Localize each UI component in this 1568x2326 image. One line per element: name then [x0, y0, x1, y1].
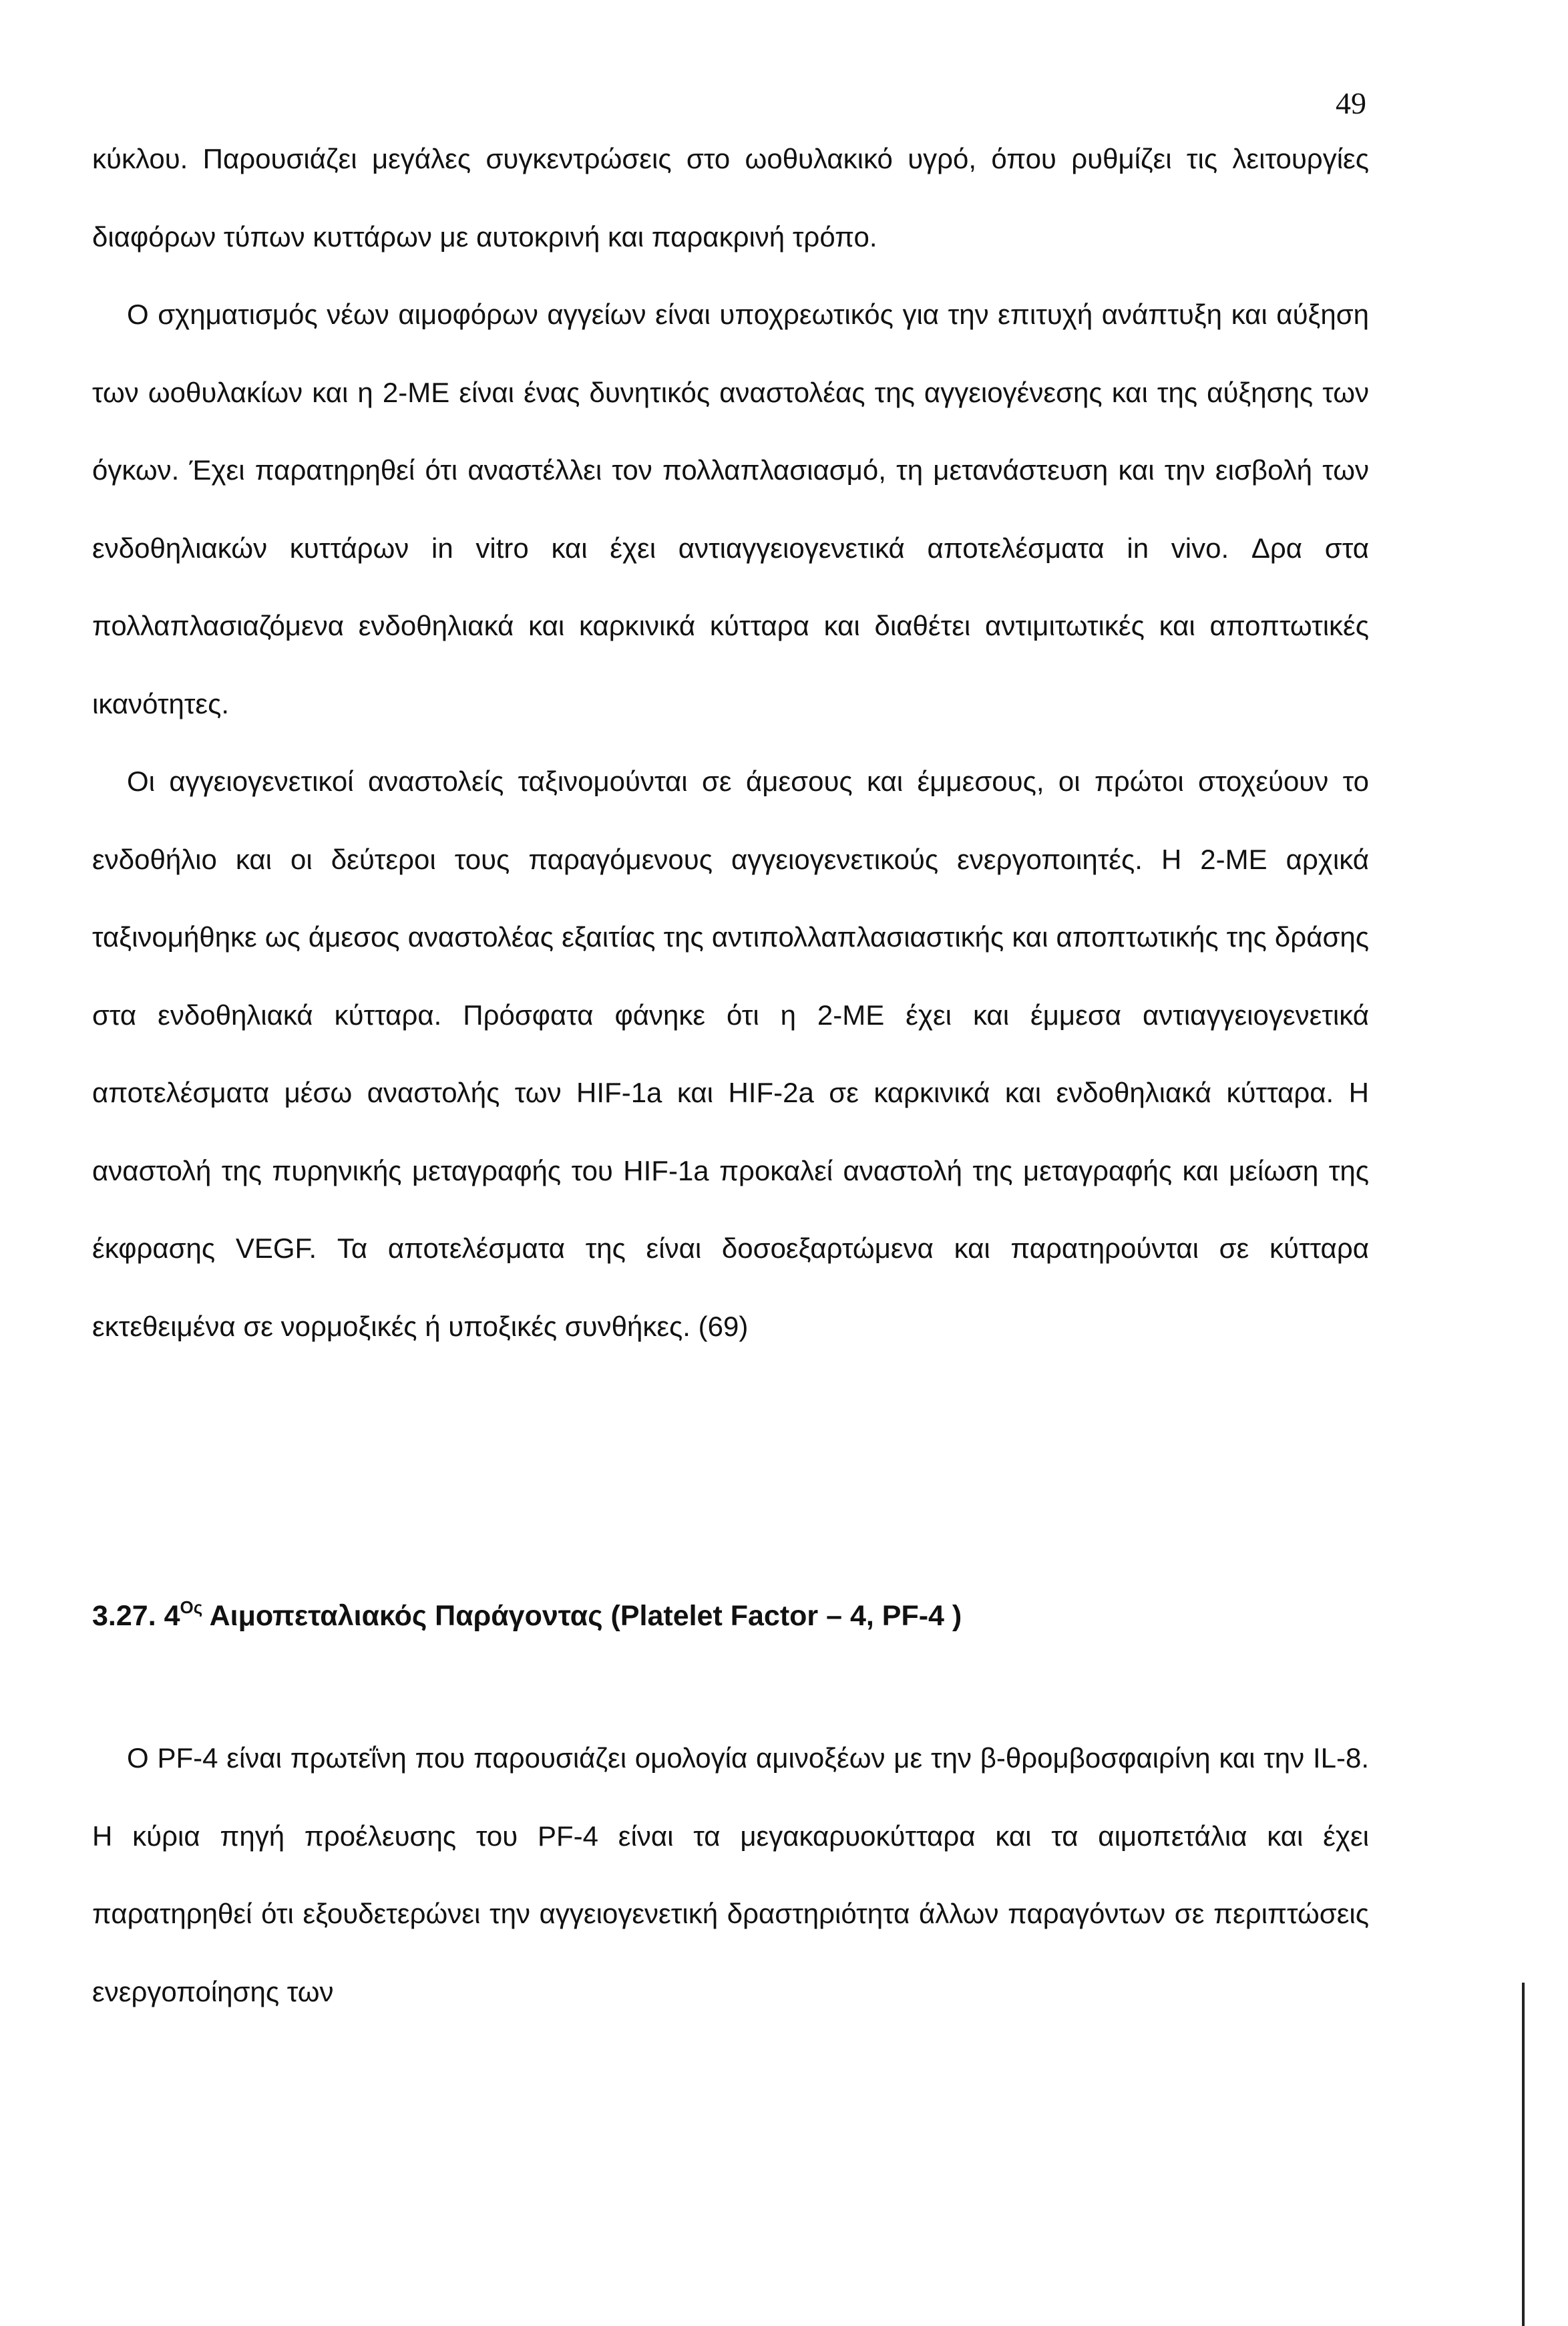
page-number: 49: [1336, 86, 1366, 120]
paragraph-4: [92, 1719, 1369, 2031]
paragraph-3-text: Οι αγγειογενετικοί αναστολείς ταξινομούνται σε άμεσους και έμμεσους, οι πρώτοι στοχεύουν το ενδοθήλιο και οι δεύτεροι τους παραγόμενους αγγειογενετικούς ενεργοποιητές. Η 2-ΜΕ αρχικά ταξινομήθηκε ως άμεσος αναστολέας εξαιτίας της αντιπολλαπλασιαστικής και αποπτωτικής της δράσης στα ενδοθηλιακά κύτταρα. Πρόσφατα φάνηκε ότι η 2-ΜΕ έχει και έμμεσα αντιαγγειογενετικά αποτελέσματα μέσω αναστολής των HIF-1a και HIF-2a σε καρκινικά και ενδοθηλιακά κύτταρα. Η αναστολή της πυρηνικής μεταγραφής του HIF-1a προκαλεί αναστολή της μεταγραφής και μείωση της έκφρασης VEGF. Τα αποτελέσματα της είναι δοσοεξαρτώμενα και παρατηρούνται σε κύτταρα εκτεθειμένα σε νορμοξικές ή υποξικές συνθήκες. (69): [92, 766, 1369, 1342]
paragraph-2-text: Ο σχηματισμός νέων αιμοφόρων αγγείων είναι υποχρεωτικός για την επιτυχή ανάπτυξη και αύξηση των ωοθυλακίων και η 2-ΜΕ είναι ένας δυνητικός αναστολέας της αγγειογένεσης και της αύξησης των όγκων. Έχει παρατηρηθεί ότι αναστέλλει τον πολλαπλασιασμό, τη μετανάστευση και την εισβολή των ενδοθηλιακών κυττάρων in vitro και έχει αντιαγγειογενετικά αποτελέσματα in vivo. Δρα στα πολλαπλασιαζόμενα ενδοθηλιακά και καρκινικά κύτταρα και διαθέτει αντιμιτωτικές και αποπτωτικές ικανότητες.: [92, 299, 1369, 719]
page-body: [92, 120, 1369, 1365]
paragraph-1: [92, 120, 1369, 276]
paragraph-2: [92, 276, 1369, 743]
ordinal-superscript: Ος: [180, 1597, 203, 1617]
margin-line: [1522, 1983, 1525, 2326]
section-title: Αιμοπεταλιακός Παράγοντας (Platelet Factor – 4, PF-4 ): [202, 1600, 962, 1632]
section-body: [92, 1719, 1369, 2031]
section-number: 3.27. 4: [92, 1600, 180, 1632]
paragraph-1-text: κύκλου. Παρουσιάζει μεγάλες συγκεντρώσεις στο ωοθυλακικό υγρό, όπου ρυθμίζει τις λειτουργίες διαφόρων τύπων κυττάρων με αυτοκρινή και παρακρινή τρόπο.: [92, 143, 1369, 253]
paragraph-3: [92, 743, 1369, 1365]
paragraph-4-text: Ο PF-4 είναι πρωτεΐνη που παρουσιάζει ομολογία αμινοξέων με την β-θρομβοσφαιρίνη και την IL-8. Η κύρια πηγή προέλευσης του PF-4 είναι τα μεγακαρυοκύτταρα και τα αιμοπετάλια και έχει παρατηρηθεί ότι εξουδετερώνει την αγγειογενετική δραστηριότητα άλλων παραγόντων σε περιπτώσεις ενεργοποίησης των: [92, 1742, 1369, 2007]
section-heading: [92, 1568, 962, 1655]
